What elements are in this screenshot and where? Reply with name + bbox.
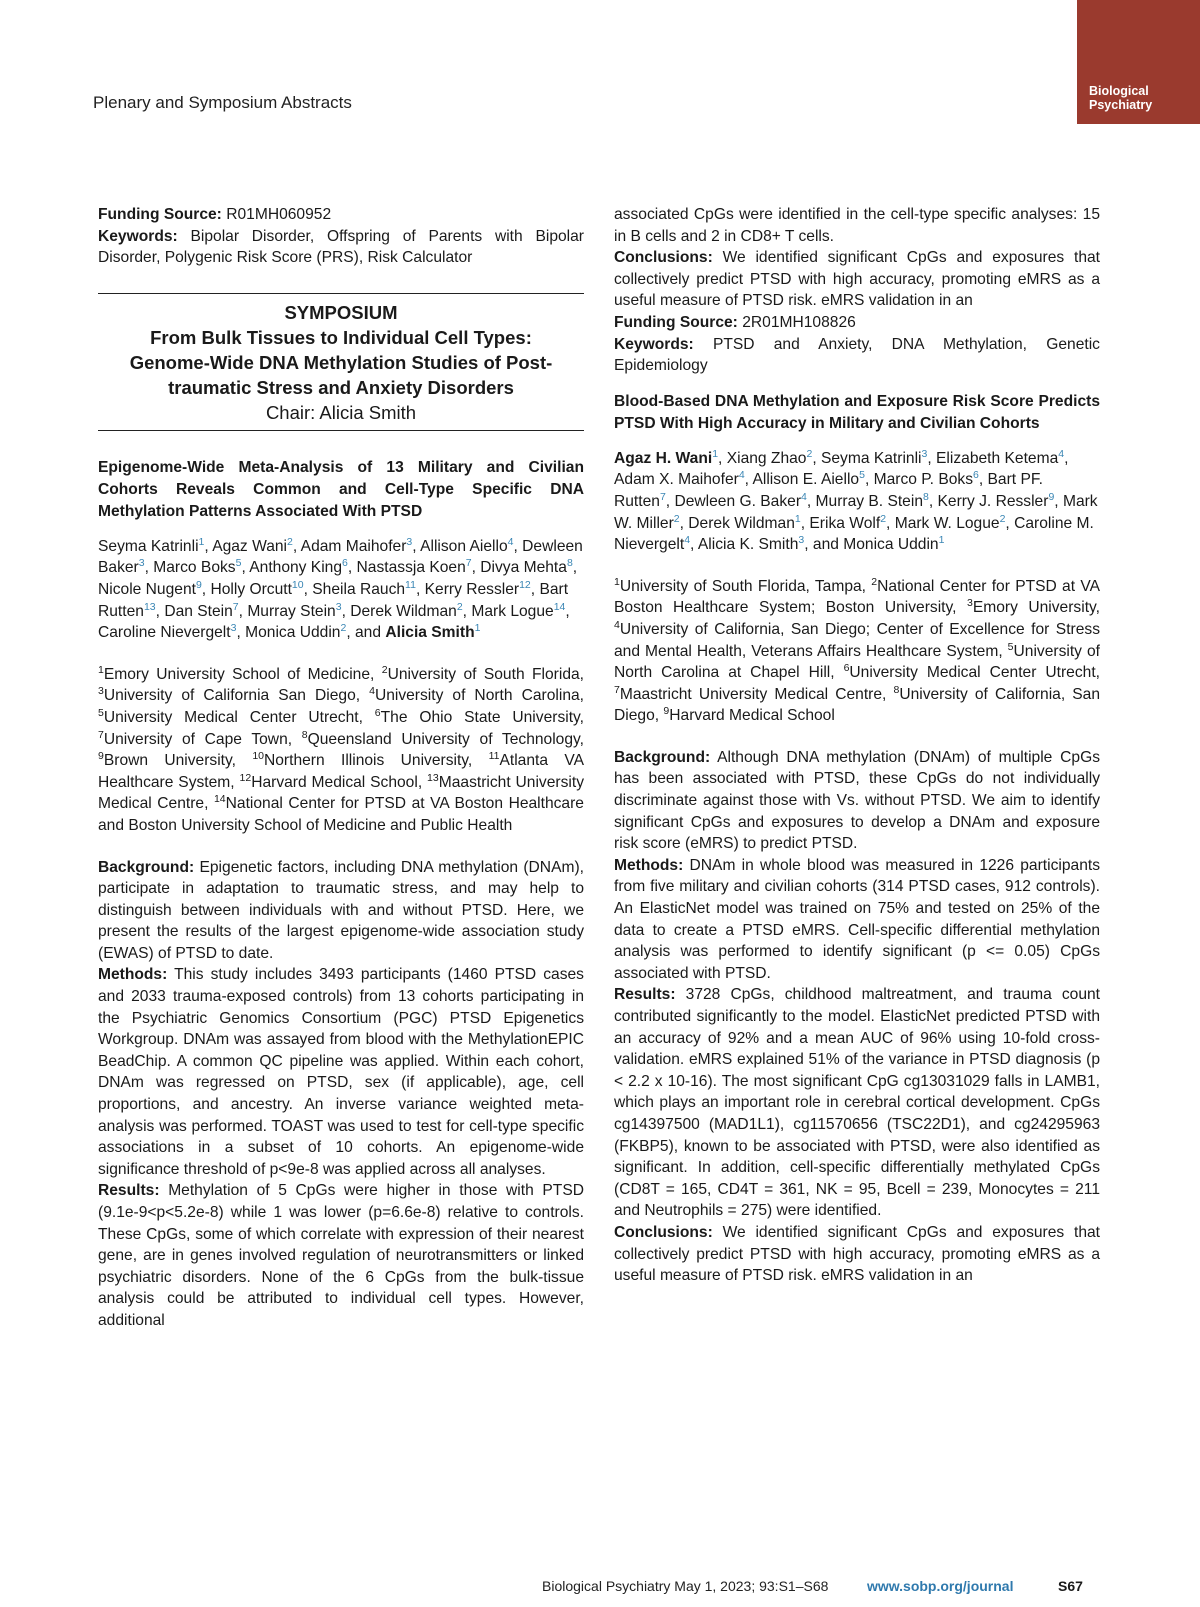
conclusions-section bbox=[614, 247, 1100, 312]
author-name: Monica Uddin bbox=[843, 536, 939, 554]
background-text: Although DNA methylation (DNAm) of multiple CpGs has been associated with PTSD, these CpGs do not individually discriminate against those with Vs. without PTSD. We aim to identify significant CpGs and exposures to develop a DNAm and exposure risk score (eMRS) to predict PTSD. bbox=[614, 748, 1100, 853]
affiliation-marker[interactable]: 1 bbox=[938, 533, 945, 546]
affiliation-text: Harvard Medical School, bbox=[251, 773, 428, 791]
symposium-label: SYMPOSIUM bbox=[284, 301, 398, 323]
affiliation-number: 4 bbox=[369, 685, 375, 698]
author-name: Caroline Nievergelt bbox=[98, 624, 231, 642]
methods-text: This study includes 3493 participants (1460 PTSD cases and 2033 trauma-exposed controls) from 13 cohorts participating in the Psychiatric Genomics Consortium (PGC) PTSD Epigenetics Workgroup. DNAm was assayed from blood with the MethylationEPIC BeadChip. A common QC pipeline was applied. Within each cohort, DNAm was regressed on PTSD, sex (if applicable), age, cell proportions, and ancestry. An inverse variance weighted meta-analysis was performed. TOAST was used to test for cell-type specific associations in a subset of 10 cohorts. An epigenome-wide significance threshold of p<9e-8 was applied across all analyses. bbox=[98, 966, 584, 1178]
methods-section bbox=[98, 964, 584, 1180]
affiliation-number: 6 bbox=[374, 706, 381, 719]
continued-text: associated CpGs were identified in the cell-type specific analyses: 15 in B cells and 2 in CD8+ T cells. bbox=[614, 206, 1100, 245]
affiliation-marker[interactable]: 2 bbox=[880, 512, 887, 525]
affiliation-text: University of California, San Diego; Center of Excellence for Stress and Mental Health, Veterans Affairs Healthcare System, bbox=[614, 620, 1100, 660]
funding-source bbox=[98, 204, 584, 226]
affiliation-marker[interactable]: 2 bbox=[806, 447, 813, 460]
author-name: Nicole Nugent bbox=[98, 580, 196, 598]
affiliation-number: 2 bbox=[381, 663, 388, 676]
background-label: Background: bbox=[614, 748, 711, 766]
affiliation-marker[interactable]: 4 bbox=[738, 469, 745, 482]
results-section bbox=[614, 984, 1100, 1222]
author-name: Divya Mehta bbox=[480, 559, 567, 577]
author-name: Xiang Zhao bbox=[726, 449, 807, 467]
funding-source bbox=[614, 312, 1100, 334]
conclusions-text: We identified significant CpGs and exposures that collectively predict PTSD with high accuracy, promoting eMRS as a useful measure of PTSD risk. eMRS validation in an bbox=[614, 1223, 1100, 1285]
author-name: Caroline M. Nievergelt bbox=[614, 514, 1094, 554]
methods-section bbox=[614, 855, 1100, 985]
affiliation-list bbox=[98, 664, 584, 837]
affiliation-marker[interactable]: 11 bbox=[405, 578, 416, 591]
affiliation-text: The Ohio State University, bbox=[380, 708, 585, 726]
methods-label: Methods: bbox=[98, 966, 168, 984]
symposium-title-line3: traumatic Stress and Anxiety Disorders bbox=[168, 376, 514, 398]
affiliation-text: Atlanta VA Healthcare System, bbox=[98, 752, 584, 791]
affiliation-marker[interactable]: 2 bbox=[287, 535, 293, 548]
affiliation-marker[interactable]: 3 bbox=[406, 535, 413, 548]
results-text: Methylation of 5 CpGs were higher in those with PTSD (9.1e-9<p<5.2e-8) while 1 was lower (p=6.6e-8) relative to controls. These CpGs, some of which correlate with expression of their nearest gene, are in genes involved regulation of neurotransmitters or linked psychiatric disorders. None of the 6 CpGs from the bulk-tissue analysis could be attributed to individual cell types. However, additional bbox=[98, 1182, 584, 1329]
left-column bbox=[98, 204, 584, 1332]
author-name: Mark W. Logue bbox=[894, 514, 1000, 532]
affiliation-number: 3 bbox=[98, 685, 104, 698]
background-label: Background: bbox=[98, 858, 195, 876]
affiliation-marker[interactable]: 2 bbox=[456, 600, 463, 613]
author-name: Dewleen G. Baker bbox=[674, 492, 802, 510]
author-name: Murray Stein bbox=[247, 602, 336, 620]
author-name: Dan Stein bbox=[164, 602, 233, 620]
symposium-chair: Chair: Alicia Smith bbox=[265, 401, 417, 423]
results-label: Results: bbox=[614, 986, 676, 1004]
affiliation-marker[interactable]: 3 bbox=[230, 621, 237, 634]
affiliation-number: 5 bbox=[1007, 640, 1014, 653]
affiliation-number: 3 bbox=[966, 597, 973, 610]
results-text: 3728 CpGs, childhood maltreatment, and trauma count contributed significantly to the model. ElasticNet predicted PTSD with an accuracy of 92% and a mean AUC of 96% using 10-fold cross-validation. eMRS explained 51% of the variance in PTSD diagnosis (p < 2.2 x 10-16). The most significant CpG cg13031029 falls in LAMB1, which plays an important role in cerebral cortical development. CpGs cg14397500 (MAD1L1), cg11570656 (TSC22D1), and cg24295963 (FKBP5), known to be associated with PTSD, were also identified as significant. In addition, cell-specific differentially methylated CpGs (CD8T = 165, CD4T = 361, NK = 95, Bcell = 239, Monocytes = 211 and Neutrophils = 275) were identified. bbox=[614, 986, 1100, 1220]
conclusions-text: We identified significant CpGs and exposures that collectively predict PTSD with high accuracy, promoting eMRS as a useful measure of PTSD risk. eMRS validation in an bbox=[614, 249, 1100, 310]
affiliation-marker[interactable]: 9 bbox=[1048, 490, 1055, 503]
funding-value: 2R01MH108826 bbox=[742, 313, 856, 331]
affiliation-number: 4 bbox=[614, 618, 620, 631]
affiliation-number: 1 bbox=[614, 575, 620, 588]
affiliation-marker[interactable]: 8 bbox=[923, 490, 929, 503]
affiliation-text: University of California San Diego, bbox=[103, 687, 370, 705]
author-name: Derek Wildman bbox=[688, 514, 795, 532]
affiliation-text: University of South Florida, bbox=[387, 665, 585, 683]
affiliation-marker[interactable]: 1 bbox=[712, 447, 719, 460]
affiliation-number: 9 bbox=[98, 749, 104, 762]
affiliation-number: 5 bbox=[98, 706, 104, 719]
affiliation-number: 8 bbox=[301, 728, 308, 741]
affiliation-text: University of North Carolina, bbox=[374, 687, 584, 705]
affiliation-text: Harvard Medical School bbox=[669, 707, 835, 725]
affiliation-text: University of North Carolina at Chapel Hill, bbox=[614, 642, 1100, 682]
author-name: Bart PF. Rutten bbox=[614, 471, 1043, 510]
affiliation-marker[interactable]: 1 bbox=[794, 512, 801, 525]
affiliation-number: 7 bbox=[98, 728, 104, 741]
results-section bbox=[98, 1180, 584, 1331]
author-list: Agaz H. Wani$^1$, Xiang Zhao$^2$, Seyma Katrinli$^3$, Elizabeth Ketema$^4$, Adam X. Maihofer$^4$, Allison E. Aiello$^5$, Marco P. Boks$^6$, Bart PF. Rutten$^7$, Dewleen G. Baker$^4$, Murray B. Stein$^8$, Kerry J. Ressler$^9$, Mark W. Miller$^2$, Derek Wildman$^1$, Erika Wolf$^2$, Mark W. Logue$^2$, Caroline M. Nievergelt$^4$, Alicia K. Smith$^3$, and Monica Uddin$^1$ bbox=[614, 447, 1098, 554]
affiliation-text: University of South Florida, Tampa, bbox=[619, 577, 872, 595]
affiliation-marker[interactable]: 6 bbox=[973, 469, 979, 482]
author-name: Murray B. Stein bbox=[815, 492, 923, 510]
author-name: Anthony King bbox=[249, 559, 343, 577]
author-name: Alicia Smith bbox=[385, 624, 475, 642]
author-name: Adam Maihofer bbox=[300, 537, 407, 555]
author-name: Adam X. Maihofer bbox=[614, 471, 739, 489]
affiliation-marker[interactable]: 2 bbox=[340, 621, 347, 634]
footer-journal-link[interactable]: www.sobp.org/journal bbox=[867, 1578, 1014, 1594]
author-name: Nastassja Koen bbox=[356, 559, 466, 577]
keywords-label: Keywords: bbox=[98, 227, 178, 245]
affiliation-text: Maastricht University Medical Centre, bbox=[98, 773, 584, 813]
affiliation-marker[interactable]: 2 bbox=[999, 512, 1006, 525]
affiliation-marker[interactable]: 3 bbox=[138, 557, 145, 570]
affiliation-marker[interactable]: 2 bbox=[673, 512, 680, 525]
author-name: Mark Logue bbox=[471, 602, 554, 620]
affiliation-text: University Medical Center Utrecht, bbox=[103, 708, 375, 726]
affiliation-marker[interactable]: 13 bbox=[143, 600, 156, 613]
affiliation-marker[interactable]: 4 bbox=[801, 490, 807, 503]
background-section bbox=[98, 857, 584, 965]
affiliation-text: Northern Illinois University, bbox=[264, 752, 489, 770]
author-name: Dewleen Baker bbox=[98, 537, 583, 577]
keywords-value: Bipolar Disorder, Offspring of Parents with Bipolar Disorder, Polygenic Risk Score (PRS), Risk Calculator bbox=[98, 227, 584, 267]
affiliation-number: 7 bbox=[614, 683, 620, 696]
affiliation-text: National Center for PTSD at VA Boston Healthcare and Boston University School of Medicine and Public Health bbox=[98, 795, 584, 834]
affiliation-text: Emory University, bbox=[972, 599, 1100, 617]
keywords-value: PTSD and Anxiety, DNA Methylation, Genetic Epidemiology bbox=[614, 335, 1100, 375]
affiliation-marker[interactable]: 1 bbox=[474, 621, 481, 634]
affiliation-number: 13 bbox=[427, 771, 439, 784]
keywords-label: Keywords: bbox=[614, 335, 694, 353]
background-section bbox=[614, 747, 1100, 855]
affiliation-text: University Medical Center Utrecht, bbox=[849, 664, 1100, 682]
author-name: Bart Rutten bbox=[98, 580, 569, 620]
affiliation-marker[interactable]: 5 bbox=[859, 469, 865, 482]
affiliation-number: 12 bbox=[239, 771, 252, 784]
affiliation-marker[interactable]: 3 bbox=[335, 600, 342, 613]
funding-label: Funding Source: bbox=[614, 313, 738, 331]
author-name: Derek Wildman bbox=[350, 602, 457, 620]
symposium-title-line1: From Bulk Tissues to Individual Cell Types: bbox=[150, 326, 532, 348]
affiliation-marker[interactable]: 10 bbox=[291, 578, 304, 591]
author-name: Kerry Ressler bbox=[424, 580, 520, 598]
abstract-title: Epigenome-Wide Meta-Analysis of 13 Military and Civilian Cohorts Reveals Common and Cell-Type Specific DNA Methylation Patterns Associated With PTSD bbox=[98, 458, 584, 520]
affiliation-marker[interactable]: 14 bbox=[553, 600, 566, 613]
keywords bbox=[614, 334, 1100, 377]
symposium-box bbox=[98, 293, 584, 431]
conclusions-section bbox=[614, 1222, 1100, 1287]
affiliation-text: Queensland University of Technology, bbox=[307, 730, 584, 748]
affiliation-number: 10 bbox=[252, 749, 264, 762]
affiliation-number: 8 bbox=[893, 683, 900, 696]
affiliation-marker[interactable]: 12 bbox=[519, 578, 531, 591]
journal-name-line1: Biological bbox=[1089, 84, 1149, 98]
affiliation-number: 2 bbox=[871, 575, 878, 588]
author-name: Sheila Rauch bbox=[312, 580, 406, 598]
affiliation-marker[interactable]: 9 bbox=[195, 578, 202, 591]
author-name: Monica Uddin bbox=[245, 624, 341, 642]
affiliation-text: Emory University School of Medicine, bbox=[103, 665, 382, 683]
running-head: Plenary and Symposium Abstracts bbox=[93, 93, 352, 112]
affiliation-marker[interactable]: 8 bbox=[566, 557, 573, 570]
affiliation-number: 11 bbox=[488, 749, 500, 762]
journal-name-line2: Psychiatry bbox=[1089, 98, 1153, 112]
author-name: Seyma Katrinli bbox=[98, 537, 199, 555]
author-name: Kerry J. Ressler bbox=[937, 492, 1049, 510]
affiliation-number: 1 bbox=[98, 663, 104, 676]
author-name: Agaz H. Wani bbox=[614, 449, 713, 467]
affiliation-list bbox=[614, 576, 1100, 727]
affiliation-marker[interactable]: 3 bbox=[798, 533, 805, 546]
affiliation-marker[interactable]: 4 bbox=[684, 533, 691, 546]
affiliation-marker[interactable]: 7 bbox=[465, 557, 472, 570]
footer-citation: Biological Psychiatry May 1, 2023; 93:S1–S68 bbox=[542, 1578, 829, 1594]
funding-value: R01MH060952 bbox=[226, 206, 332, 223]
journal-logo-tab bbox=[1077, 0, 1200, 124]
affiliation-text: Brown University, bbox=[103, 752, 253, 770]
funding-label: Funding Source: bbox=[98, 206, 222, 223]
author-name: Erika Wolf bbox=[809, 514, 881, 532]
affiliation-text: University of Cape Town, bbox=[103, 730, 302, 748]
author-name: Elizabeth Ketema bbox=[936, 449, 1059, 467]
affiliation-text: National Center for PTSD at VA Boston Healthcare System; Boston University, bbox=[614, 577, 1100, 617]
author-name: Seyma Katrinli bbox=[820, 449, 922, 467]
affiliation-marker[interactable]: 3 bbox=[921, 447, 928, 460]
page-number: S67 bbox=[1058, 1578, 1083, 1594]
conclusions-label: Conclusions: bbox=[614, 249, 713, 267]
affiliation-marker[interactable]: 7 bbox=[232, 600, 239, 613]
affiliation-text: Maastricht University Medical Centre, bbox=[619, 685, 894, 703]
conclusions-label: Conclusions: bbox=[614, 1223, 713, 1241]
background-text: Epigenetic factors, including DNA methylation (DNAm), participate in adaptation to traumatic stress, and may help to distinguish between individuals with and without PTSD. Here, we present the results of the largest epigenome-wide association study (EWAS) of PTSD to date. bbox=[98, 858, 584, 962]
author-name: Alicia K. Smith bbox=[697, 536, 799, 554]
right-column bbox=[614, 204, 1100, 1287]
author-name: Agaz Wani bbox=[212, 537, 288, 555]
affiliation-marker[interactable]: 5 bbox=[235, 557, 242, 570]
symposium-title-line2: Genome-Wide DNA Methylation Studies of Post- bbox=[129, 351, 553, 373]
abstract-title: Blood-Based DNA Methylation and Exposure Risk Score Predicts PTSD With High Accuracy in Military and Civilian Cohorts bbox=[614, 392, 1100, 432]
author-list: Seyma Katrinli$^1$, Agaz Wani$^2$, Adam Maihofer$^3$, Allison Aiello$^4$, Dewleen Baker$^3$, Marco Boks$^5$, Anthony King$^6$, Nastassja Koen$^7$, Divya Mehta$^8$, Nicole Nugent$^9$, Holly Orcutt$^{10}$, Sheila Rauch$^{11}$, Kerry Ressler$^{12}$, Bart Rutten$^{13}$, Dan Stein$^7$, Murray Stein$^3$, Derek Wildman$^2$, Mark Logue$^{14}$, Caroline Nievergelt$^3$, Monica Uddin$^2$, and Alicia Smith$^1$ bbox=[98, 535, 583, 642]
author-name: Marco P. Boks bbox=[873, 471, 973, 489]
author-name: Holly Orcutt bbox=[210, 580, 292, 598]
methods-label: Methods: bbox=[614, 856, 684, 874]
affiliation-marker[interactable]: 1 bbox=[198, 535, 205, 548]
affiliation-number: 14 bbox=[213, 793, 226, 806]
methods-text: DNAm in whole blood was measured in 1226 participants from five military and civilian cohorts (314 PTSD cases, 912 controls). An ElasticNet model was trained on 75% and tested on 25% of the data to create a PTSD eMRS. Cell-specific differential methylation analysis was performed to identify significant (p <= 0.05) CpGs associated with PTSD. bbox=[614, 856, 1100, 982]
affiliation-marker[interactable]: 4 bbox=[507, 535, 514, 548]
affiliation-number: 9 bbox=[663, 705, 670, 718]
author-name: Marco Boks bbox=[153, 559, 236, 577]
affiliation-text: University of California, San Diego, bbox=[614, 685, 1100, 725]
affiliation-number: 6 bbox=[843, 661, 850, 674]
results-label: Results: bbox=[98, 1182, 160, 1200]
affiliation-marker[interactable]: 4 bbox=[1058, 447, 1065, 460]
affiliation-marker[interactable]: 6 bbox=[342, 557, 348, 570]
keywords bbox=[98, 226, 584, 269]
author-name: Allison E. Aiello bbox=[752, 471, 860, 489]
author-name: Mark W. Miller bbox=[614, 492, 1098, 532]
affiliation-marker[interactable]: 7 bbox=[659, 490, 666, 503]
author-name: Allison Aiello bbox=[420, 537, 508, 555]
